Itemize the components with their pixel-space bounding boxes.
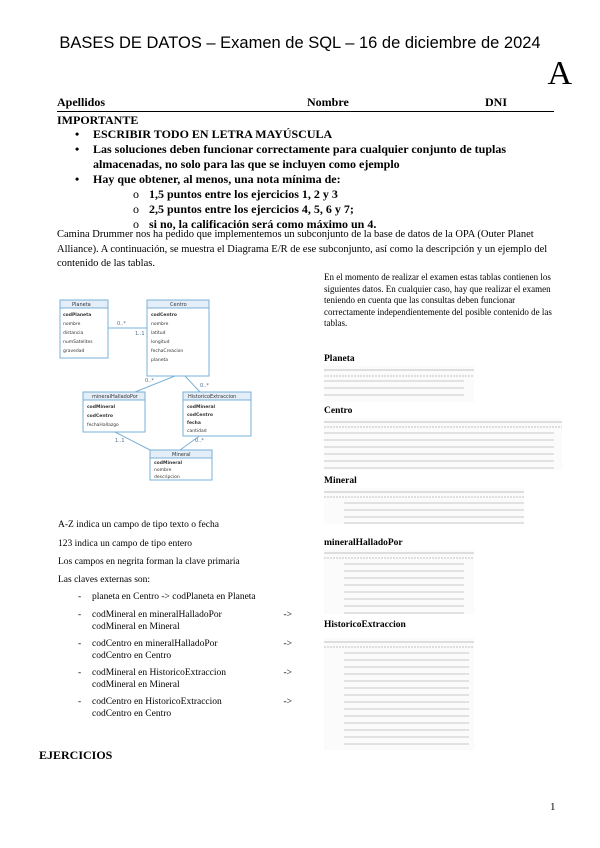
table-image-mineralhalladopor [324,550,474,614]
foreign-key-item: - codMineral en HistoricoExtraccion -> codMineral en Mineral [78,668,292,690]
svg-text:HistoricoExtraccion: HistoricoExtraccion [188,394,237,400]
svg-text:codMineral: codMineral [187,405,216,410]
legend-text: 123 indica un campo de tipo entero [58,539,193,549]
table-image-centro [324,418,562,470]
header-divider [57,111,554,112]
svg-text:1..1: 1..1 [135,331,145,337]
important-subitem: o 1,5 puntos entre los ejercicios 1, 2 y 3 [133,187,338,201]
svg-text:fecha: fecha [187,421,201,426]
svg-text:codPlaneta: codPlaneta [63,313,92,318]
page-number: 1 [550,801,556,813]
exam-model-letter: A [547,55,572,92]
er-entity-historicoextraccion [183,392,251,436]
legend-text: A-Z indica un campo de tipo texto o fecha [58,520,219,530]
svg-text:gravedad: gravedad [63,349,85,354]
svg-text:codMineral: codMineral [87,405,116,410]
important-list [57,127,557,232]
svg-text:cantidad: cantidad [187,429,207,434]
intro-paragraph: Camina Drummer nos ha pedido que implementemos un subconjunto de la base de datos de la OPA (Outer Planet Alliance). A continuación, se muestra el Diagrama E/R de ese subconjunto, así como la descripción y un ejemplo del contenido de las tablas. [57,229,548,269]
legend-text: Las claves externas son: [58,575,151,585]
svg-text:codCentro: codCentro [87,414,114,419]
tables-note: En el momento de realizar el examen estas tablas contienen los siguientes datos. En cualquier caso, hay que realizar el examen teniendo en cuenta que las consultas deben funcionar correctamente independientemente del posible contenido de las tablas. [324,272,552,328]
svg-text:0..*: 0..* [145,378,154,384]
svg-text:longitud: longitud [151,340,170,345]
important-item: • Hay que obtener, al menos, una nota mínima de: o 1,5 puntos entre los ejercicios 1, 2 y 3 o 2,5 puntos entre los ejercicios 4, 5, 6 y 7; o si no, la calificación será como máximo un 4. [57,172,557,232]
table-image-planeta [324,366,474,402]
exercises-heading: EJERCICIOS [39,748,113,762]
foreign-key-item: - codCentro en HistoricoExtraccion -> codCentro en Centro [78,697,292,719]
svg-text:mineralHalladoPor: mineralHalladoPor [92,394,138,400]
svg-text:Mineral: Mineral [172,452,191,458]
svg-text:0..*: 0..* [117,321,126,327]
svg-text:nombre: nombre [154,468,172,473]
svg-text:nombre: nombre [151,322,169,327]
er-entity-centro [147,300,209,376]
svg-text:0..*: 0..* [200,383,209,389]
svg-text:codCentro: codCentro [187,413,214,418]
er-entity-mineral [150,450,212,480]
er-entity-mineralhalladopor [83,392,145,432]
svg-text:numSatelites: numSatelites [63,340,93,345]
legend-text: Los campos en negrita forman la clave primaria [58,557,240,567]
table-title-historicoextraccion: HistoricoExtraccion [324,620,406,630]
svg-text:distancia: distancia [63,331,84,336]
er-entity-planeta [60,300,108,358]
important-subitem: o si no, la calificación será como máximo un 4. [133,217,377,231]
table-image-historicoextraccion [324,638,474,750]
table-title-planeta: Planeta [324,354,355,364]
svg-text:latitud: latitud [151,331,166,336]
foreign-key-item: - codMineral en mineralHalladoPor -> codMineral en Mineral [78,610,292,632]
dni-label: DNI [485,95,508,109]
svg-text:descripcion: descripcion [154,475,180,480]
apellidos-label: Apellidos [57,95,106,109]
foreign-key-item: - planeta en Centro -> codPlaneta en Planeta [78,592,256,602]
svg-text:Centro: Centro [170,302,187,308]
table-image-mineral [324,488,524,524]
svg-text:fechaHallazgo: fechaHallazgo [87,423,119,428]
nombre-label: Nombre [307,95,349,109]
table-title-mineralhalladopor: mineralHalladoPor [324,538,403,548]
svg-text:nombre: nombre [63,322,81,327]
page-title: BASES DE DATOS – Examen de SQL – 16 de diciembre de 2024 [59,34,541,52]
table-title-mineral: Mineral [324,476,357,486]
svg-text:fechaCreacion: fechaCreacion [151,349,184,354]
important-item: • Las soluciones deben funcionar correctamente para cualquier conjunto de tuplas almacenadas, no solo para las que se incluyen como ejemplo [75,142,507,171]
important-heading: IMPORTANTE [57,113,139,127]
er-diagram [55,292,277,482]
foreign-key-item: - codCentro en mineralHalladoPor -> codCentro en Centro [78,639,292,661]
svg-text:codCentro: codCentro [151,313,178,318]
svg-text:0..*: 0..* [195,438,204,444]
important-item: • ESCRIBIR TODO EN LETRA MAYÚSCULA [75,127,333,141]
important-subitem: o 2,5 puntos entre los ejercicios 4, 5, 6 y 7; [133,202,354,216]
svg-text:planeta: planeta [151,358,169,363]
svg-text:Planeta: Planeta [72,302,91,308]
table-title-centro: Centro [324,406,353,416]
svg-text:codMineral: codMineral [154,461,183,466]
svg-text:1..1: 1..1 [115,438,125,444]
